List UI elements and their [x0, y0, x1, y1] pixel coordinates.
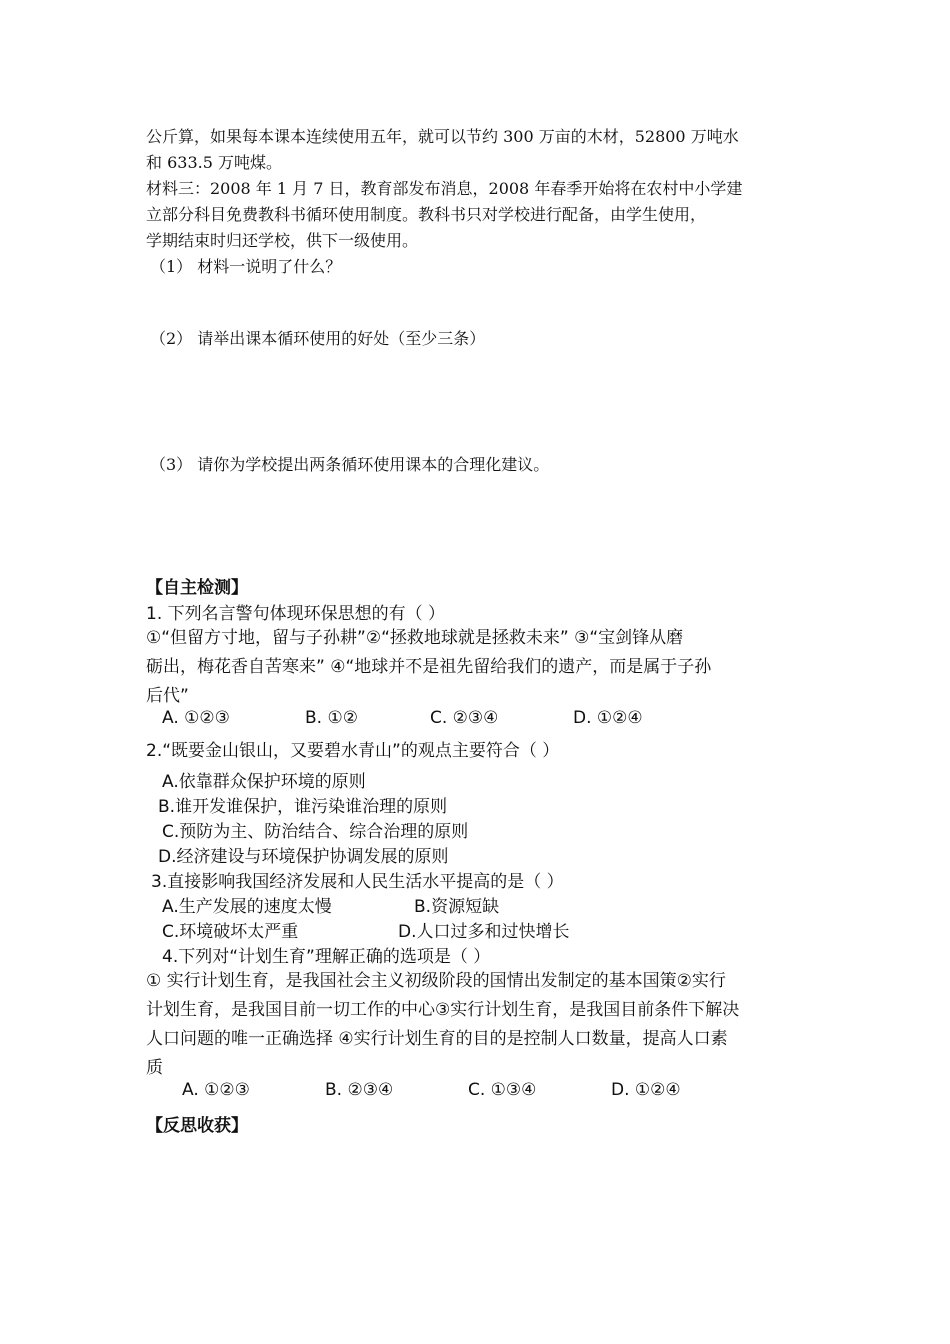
test-q3-options-row-2 [162, 917, 570, 942]
test-q1-option-d: D. ①②④ [573, 708, 643, 728]
question-2: （2） 请举出课本循环使用的好处（至少三条） [150, 329, 486, 348]
test-q1-option-b: B. ①② [305, 708, 358, 728]
test-q3-option-b: B.资源短缺 [414, 897, 500, 917]
material-line-1: 公斤算，如果每本课本连续使用五年，就可以节约 300 万亩的木材，52800 万吨水 [146, 127, 739, 146]
test-q4-body-2: 计划生育，是我国目前一切工作的中心③实行计划生育，是我国目前条件下解决 [146, 1000, 740, 1020]
test-q4-stem: 4.下列对“计划生育”理解正确的选项是（ ） [162, 947, 491, 967]
test-q4-option-b: B. ②③④ [325, 1080, 394, 1100]
test-q1-body-2: 砺出，梅花香自苦寒来” ④“地球并不是祖先留给我们的遗产，而是属于子孙 [146, 657, 712, 677]
material-line-2: 和 633.5 万吨煤。 [146, 153, 282, 172]
test-q3-option-a: A.生产发展的速度太慢 [162, 897, 332, 917]
test-q4-option-c: C. ①③④ [468, 1080, 537, 1100]
test-q1-body-1: ①“但留方寸地，留与子孙耕”②“拯救地球就是拯救未来” ③“宝剑锋从磨 [146, 628, 684, 648]
material-line-4: 立部分科目免费教科书循环使用制度。教科书只对学校进行配备，由学生使用， [146, 205, 707, 224]
test-q2-option-d: D.经济建设与环境保护协调发展的原则 [158, 847, 449, 867]
test-q4-option-d: D. ①②④ [611, 1080, 681, 1100]
material-line-5: 学期结束时归还学校，供下一级使用。 [146, 231, 419, 250]
question-1: （1） 材料一说明了什么？ [150, 257, 342, 276]
test-q1-option-a: A. ①②③ [162, 708, 230, 728]
self-test-heading: 【自主检测】 [146, 578, 248, 598]
test-q4-options [182, 1080, 681, 1100]
test-q4-body-3: 人口问题的唯一正确选择 ④实行计划生育的目的是控制人口数量，提高人口素 [146, 1029, 728, 1049]
test-q2-stem: 2.“既要金山银山，又要碧水青山”的观点主要符合（ ） [146, 741, 560, 761]
test-q4-body-1: ① 实行计划生育，是我国社会主义初级阶段的国情出发制定的基本国策②实行 [146, 971, 726, 991]
test-q2-option-c: C.预防为主、防治结合、综合治理的原则 [162, 822, 469, 842]
test-q3-options-row-1 [162, 892, 499, 917]
test-q3-option-d: D.人口过多和过快增长 [398, 922, 570, 942]
test-q1-option-c: C. ②③④ [430, 708, 499, 728]
material-line-3: 材料三：2008 年 1 月 7 日，教育部发布消息，2008 年春季开始将在农村中小学建 [146, 179, 743, 198]
question-3: （3） 请你为学校提出两条循环使用课本的合理化建议。 [150, 455, 550, 474]
test-q4-option-a: A. ①②③ [182, 1080, 250, 1100]
reflection-heading: 【反思收获】 [146, 1116, 248, 1136]
test-q2-option-b: B.谁开发谁保护，谁污染谁治理的原则 [158, 797, 448, 817]
test-q3-stem: 3.直接影响我国经济发展和人民生活水平提高的是（ ） [151, 872, 564, 892]
test-q1-stem: 1. 下列名言警句体现环保思想的有（ ） [146, 604, 446, 624]
test-q1-body-3: 后代” [146, 686, 189, 706]
test-q2-option-a: A.依靠群众保护环境的原则 [162, 772, 366, 792]
test-q4-body-4: 质 [146, 1058, 163, 1078]
test-q1-options [162, 708, 643, 728]
test-q3-option-c: C.环境破坏太严重 [162, 922, 299, 942]
